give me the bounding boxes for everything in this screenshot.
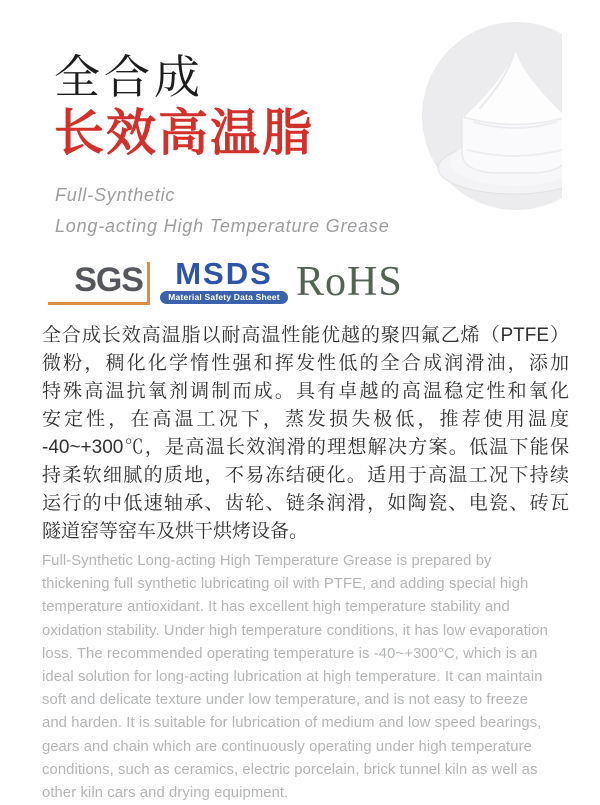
sgs-logo-text: SGS — [74, 261, 143, 299]
sgs-logo-vertical-line — [147, 262, 150, 305]
page-subtitle-english: Full-Synthetic Long-acting High Temperature Grease — [55, 185, 390, 236]
rohs-logo-text: RoHS — [296, 259, 403, 305]
product-photo — [422, 22, 562, 210]
description-paragraph-english: Full-Synthetic Long-acting High Temperature Grease is prepared by thickening full synthetic lubricating oil with PTFE, and adding special high temperature antioxidant. It has excellent high temperature stability and oxidation stability. Under high temperature conditions, it has low evaporation loss. The recommended operating temperature is -40~+300°C, which is an ideal solution for long-acting lubrication at high temperature. It can maintain soft and delicate texture under low temperature, and is not easy to freeze and harden. It is suitable for lubrication of medium and low speed bearings, gears and chain which are continuously operating under high temperature conditions, such as ceramics, electric porcelain, brick tunnel kiln as well as other kiln cars and drying equipment. — [42, 553, 548, 802]
rohs-certification-logo — [296, 254, 403, 310]
grease-dollop-image — [422, 22, 562, 210]
msds-certification-logo — [160, 258, 288, 304]
page-title-chinese-line2: 长效高温脂 — [54, 105, 314, 161]
certification-logos-row — [48, 256, 548, 318]
photo-circle-background — [422, 22, 562, 210]
msds-logo-text: MSDS — [175, 256, 273, 291]
sgs-logo-horizontal-line — [48, 302, 150, 305]
page-title-chinese-line1: 全合成 — [54, 51, 204, 103]
msds-logo-subtitle: Material Safety Data Sheet — [160, 291, 288, 304]
description-paragraph-chinese: 全合成长效高温脂以耐高温性能优越的聚四氟乙烯（PTFE） 微粉，稠化化学惰性强和挥发性低的全合成润滑油，添加 特殊高温抗氧剂调制而成。具有卓越的高温稳定性和氧化 安定性，在高温工况下，蒸发损失极低，推荐使用温度 -40~+300℃，是高温长效润滑的理想解决方案。低温下能保 持柔软细腻的质地，不易冻结硬化。适用于高温工况下持续 运行的中低速轴承、齿轮、链条润滑，如陶瓷、电瓷、砖瓦 隧道窑等窑车及烘干烘烤设备。 — [42, 325, 569, 542]
sgs-certification-logo — [48, 260, 150, 306]
